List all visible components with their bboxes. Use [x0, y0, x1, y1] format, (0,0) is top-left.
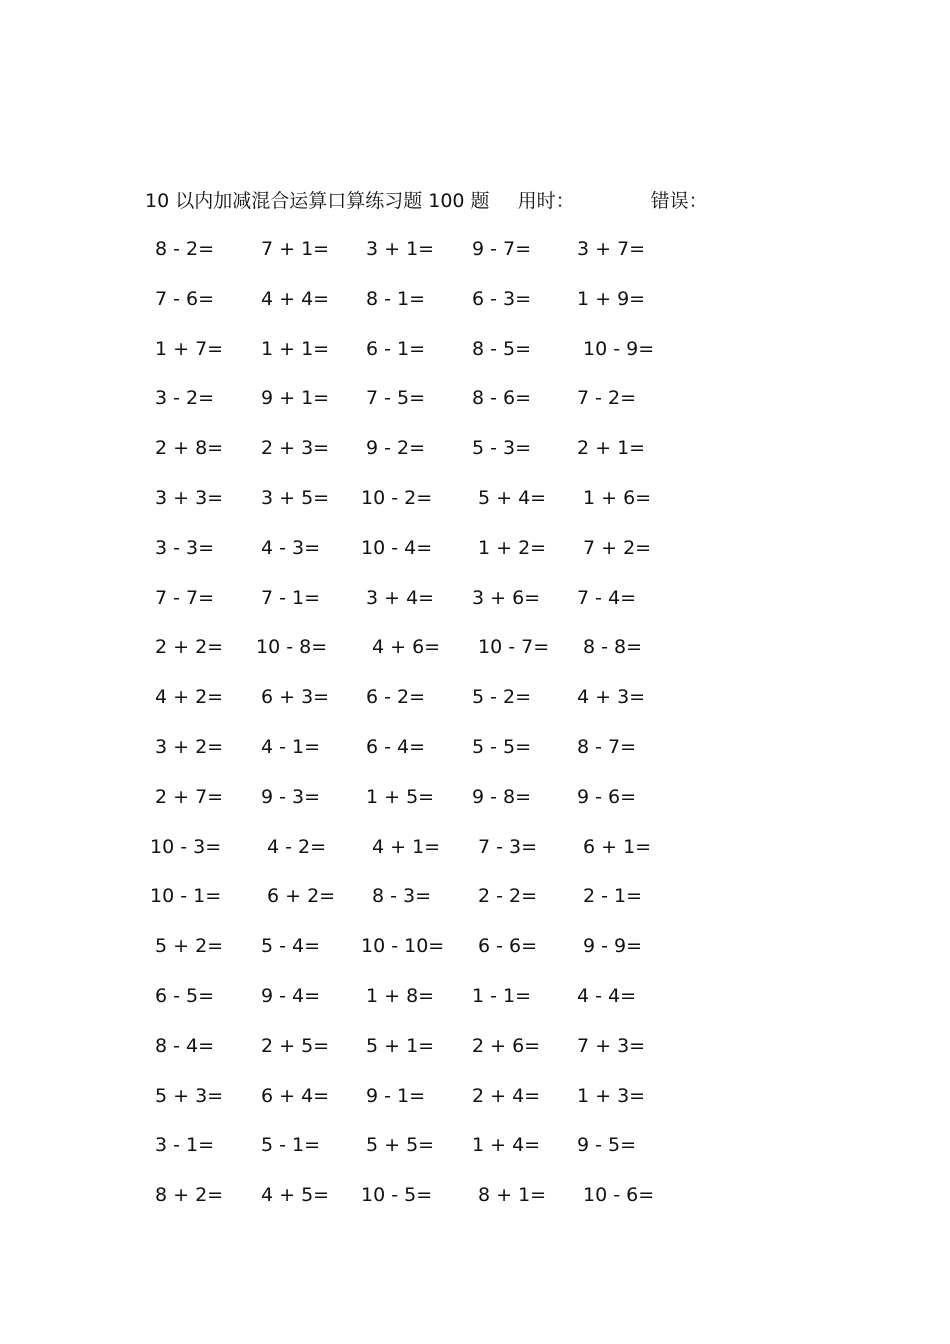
arithmetic-problem: 3 + 1=	[366, 238, 435, 260]
arithmetic-problem: 4 + 5=	[261, 1184, 330, 1207]
arithmetic-problem: 3 + 7=	[577, 238, 646, 260]
arithmetic-problem: 10 - 5=	[361, 1184, 433, 1207]
arithmetic-problem: 7 - 6=	[155, 287, 215, 310]
arithmetic-problem: 6 - 3=	[472, 287, 532, 310]
arithmetic-problem: 5 + 3=	[155, 1084, 224, 1107]
arithmetic-problem: 1 + 4=	[472, 1134, 541, 1157]
arithmetic-problem: 8 - 5=	[472, 337, 532, 360]
problem-row	[0, 1134, 950, 1195]
arithmetic-problem: 4 - 1=	[261, 735, 321, 758]
arithmetic-problem: 8 - 7=	[577, 735, 637, 758]
arithmetic-problem: 1 + 7=	[155, 337, 224, 360]
arithmetic-problem: 1 + 1=	[261, 337, 330, 360]
arithmetic-problem: 3 - 1=	[155, 1134, 215, 1157]
arithmetic-problem: 2 - 2=	[478, 885, 538, 908]
arithmetic-problem: 3 + 3=	[155, 486, 224, 509]
arithmetic-problem: 2 + 7=	[155, 785, 224, 808]
arithmetic-problem: 9 - 8=	[472, 785, 532, 808]
arithmetic-problem: 10 - 6=	[583, 1184, 655, 1207]
arithmetic-problem: 10 - 10=	[361, 935, 445, 958]
arithmetic-problem: 1 - 1=	[472, 984, 532, 1007]
arithmetic-problem: 5 + 5=	[366, 1134, 435, 1157]
arithmetic-problem: 7 - 2=	[577, 387, 637, 410]
arithmetic-problem: 4 + 4=	[261, 287, 330, 310]
arithmetic-problem: 6 + 3=	[261, 686, 330, 709]
arithmetic-problem: 5 - 4=	[261, 935, 321, 958]
arithmetic-problem: 9 - 2=	[366, 437, 426, 460]
arithmetic-problem: 2 + 3=	[261, 437, 330, 460]
arithmetic-problem: 6 - 2=	[366, 686, 426, 709]
arithmetic-problem: 3 + 4=	[366, 586, 435, 609]
arithmetic-problem: 8 + 2=	[155, 1184, 224, 1207]
arithmetic-problem: 7 + 1=	[261, 238, 330, 260]
arithmetic-problem: 5 + 1=	[366, 1034, 435, 1057]
error-count-label: 错误：	[650, 190, 708, 212]
problem-row	[0, 586, 950, 648]
arithmetic-problem: 7 + 3=	[577, 1034, 646, 1057]
arithmetic-problem: 2 + 8=	[155, 437, 224, 460]
arithmetic-problem: 3 + 2=	[155, 735, 224, 758]
arithmetic-problem: 6 + 1=	[583, 835, 652, 858]
arithmetic-problem: 6 + 2=	[267, 885, 336, 908]
arithmetic-problem: 5 - 2=	[472, 686, 532, 709]
arithmetic-problem: 4 + 6=	[372, 636, 441, 659]
arithmetic-problem: 5 + 2=	[155, 935, 224, 958]
arithmetic-problem: 10 - 7=	[478, 636, 550, 659]
arithmetic-problem: 9 - 7=	[472, 238, 532, 260]
problem-row	[0, 1184, 950, 1245]
arithmetic-problem: 6 - 6=	[478, 935, 538, 958]
problem-row	[0, 835, 950, 897]
arithmetic-problem: 8 - 3=	[372, 885, 432, 908]
arithmetic-problem: 2 - 1=	[583, 885, 643, 908]
time-used-label: 用时：	[517, 190, 575, 212]
arithmetic-problem: 1 + 2=	[478, 536, 547, 559]
arithmetic-problem: 6 + 4=	[261, 1084, 330, 1107]
arithmetic-problem: 2 + 6=	[472, 1034, 541, 1057]
arithmetic-problem: 4 - 2=	[267, 835, 327, 858]
worksheet-title: 10 以内加减混合运算口算练习题 100 题	[145, 190, 490, 212]
arithmetic-problem: 3 - 3=	[155, 536, 215, 559]
arithmetic-problem: 7 - 3=	[478, 835, 538, 858]
arithmetic-problem: 8 - 6=	[472, 387, 532, 410]
arithmetic-problem: 9 - 1=	[366, 1084, 426, 1107]
problem-row	[0, 437, 950, 498]
arithmetic-problem: 1 + 6=	[583, 486, 652, 509]
arithmetic-problem: 2 + 4=	[472, 1084, 541, 1107]
problem-row	[0, 785, 950, 847]
arithmetic-problem: 1 + 3=	[577, 1084, 646, 1107]
arithmetic-problem: 4 - 3=	[261, 536, 321, 559]
arithmetic-problem: 10 - 8=	[256, 636, 328, 659]
arithmetic-problem: 2 + 2=	[155, 636, 224, 659]
arithmetic-problem: 6 - 5=	[155, 984, 215, 1007]
arithmetic-problem: 5 - 5=	[472, 735, 532, 758]
arithmetic-problem: 6 - 1=	[366, 337, 426, 360]
arithmetic-problem: 1 + 9=	[577, 287, 646, 310]
arithmetic-problem: 3 + 5=	[261, 486, 330, 509]
arithmetic-problem: 1 + 5=	[366, 785, 435, 808]
arithmetic-problem: 7 - 4=	[577, 586, 637, 609]
problem-row	[0, 885, 950, 946]
arithmetic-problem: 3 - 2=	[155, 387, 215, 410]
arithmetic-problem: 4 + 3=	[577, 686, 646, 709]
arithmetic-problem: 7 - 7=	[155, 586, 215, 609]
arithmetic-problem: 8 - 8=	[583, 636, 643, 659]
arithmetic-problem: 6 - 4=	[366, 735, 426, 758]
arithmetic-problem: 9 - 4=	[261, 984, 321, 1007]
arithmetic-problem: 9 - 9=	[583, 935, 643, 958]
arithmetic-problem: 4 + 1=	[372, 835, 441, 858]
arithmetic-problem: 2 + 1=	[577, 437, 646, 460]
arithmetic-problem: 10 - 4=	[361, 536, 433, 559]
arithmetic-problem: 10 - 1=	[150, 885, 222, 908]
arithmetic-problem: 8 - 4=	[155, 1034, 215, 1057]
arithmetic-problem: 10 - 9=	[583, 337, 655, 360]
arithmetic-problem: 7 - 1=	[261, 586, 321, 609]
arithmetic-problem: 10 - 2=	[361, 486, 433, 509]
arithmetic-problem: 9 - 3=	[261, 785, 321, 808]
arithmetic-problem: 4 - 4=	[577, 984, 637, 1007]
arithmetic-problem: 3 + 6=	[472, 586, 541, 609]
arithmetic-problem: 5 - 3=	[472, 437, 532, 460]
arithmetic-problem: 9 - 5=	[577, 1134, 637, 1157]
arithmetic-problem: 5 - 1=	[261, 1134, 321, 1157]
arithmetic-problem: 4 + 2=	[155, 686, 224, 709]
arithmetic-problem: 10 - 3=	[150, 835, 222, 858]
arithmetic-problem: 7 - 5=	[366, 387, 426, 410]
arithmetic-problem: 8 - 2=	[155, 238, 215, 260]
worksheet-header	[145, 186, 708, 216]
arithmetic-problem: 9 - 6=	[577, 785, 637, 808]
arithmetic-problem: 1 + 8=	[366, 984, 435, 1007]
arithmetic-problem: 9 + 1=	[261, 387, 330, 410]
problem-grid	[0, 238, 950, 1245]
arithmetic-problem: 8 + 1=	[478, 1184, 547, 1207]
arithmetic-problem: 2 + 5=	[261, 1034, 330, 1057]
arithmetic-problem: 8 - 1=	[366, 287, 426, 310]
arithmetic-problem: 7 + 2=	[583, 536, 652, 559]
arithmetic-problem: 5 + 4=	[478, 486, 547, 509]
problem-row	[0, 486, 950, 548]
